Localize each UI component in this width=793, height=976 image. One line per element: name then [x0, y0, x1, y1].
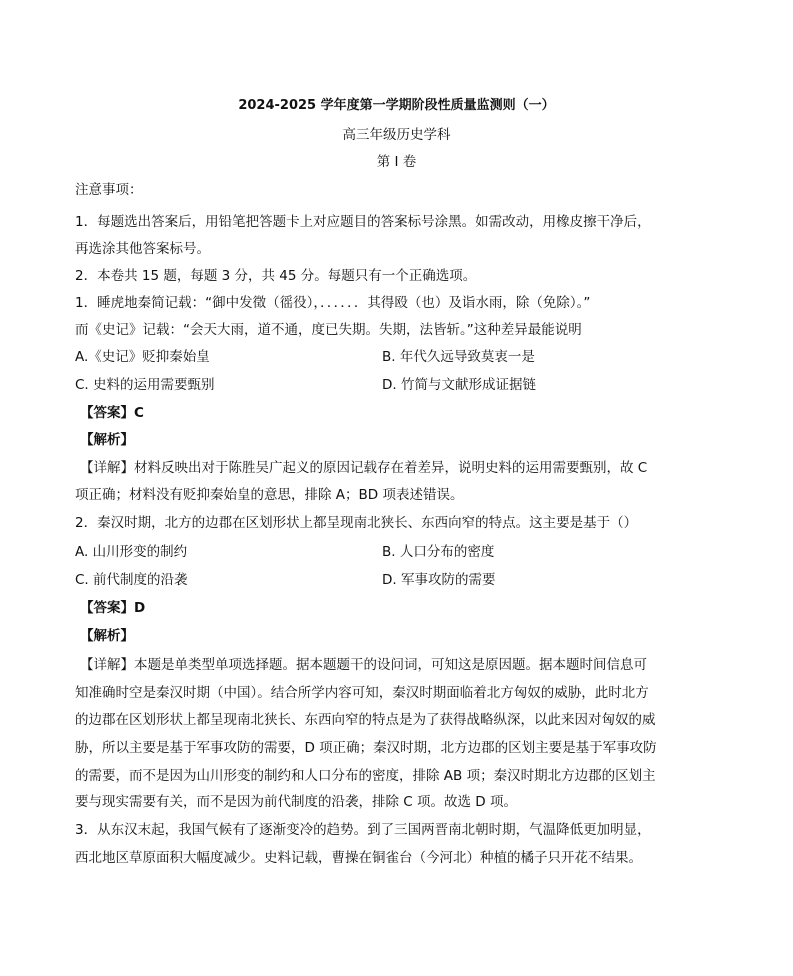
q2-detail-line: 【详解】本题是单类型单项选择题。据本题题干的设问词，可知这是原因题。据本题时间信息可	[80, 657, 647, 673]
q2-option-d: D. 军事攻防的需要	[382, 572, 496, 588]
q2-detail-line: 的边郡在区划形状上都呈现南北狭长、东西向窄的特点是为了获得战略纵深，以此来因对匈奴的威	[75, 712, 656, 728]
q2-detail-line: 胁，所以主要是基于军事攻防的需要，D 项正确；秦汉时期，北方边郡的区划主要是基于军事攻防	[75, 740, 657, 756]
q1-detail-line: 【详解】材料反映出对于陈胜吴广起义的原因记载存在着差异，说明史料的运用需要甄别，故 C	[80, 460, 648, 476]
q1-detail-line: 项正确；材料没有贬抑秦始皇的意思，排除 A；BD 项表述错误。	[75, 487, 464, 503]
q2-detail-line: 要与现实需要有关，而不是因为前代制度的沿袭，排除 C 项。故选 D 项。	[75, 794, 517, 810]
q2-detail-line: 知准确时空是秦汉时期（中国）。结合所学内容可知，秦汉时期面临着北方匈奴的威胁，此时北方	[75, 685, 649, 701]
q2-detail-line: 的需要，而不是因为山川形变的制约和人口分布的密度，排除 AB 项；秦汉时期北方边郡的区划主	[75, 768, 656, 784]
q2-stem-line: 2．秦汉时期，北方的边郡在区划形状上都呈现南北狭长、东西向窄的特点。这主要是基于（）	[75, 515, 638, 531]
doc-title: 2024-2025 学年度第一学期阶段性质量监测则（一）	[238, 98, 555, 113]
q2-analysis-label: 【解析】	[80, 628, 134, 644]
note-line: 再选涂其他答案标号。	[75, 241, 210, 257]
q1-analysis-label: 【解析】	[80, 432, 134, 448]
q1-option-a: A.《史记》贬抑秦始皇	[75, 349, 210, 365]
doc-subtitle: 高三年级历史学科	[342, 127, 451, 143]
q1-stem-line: 1．睡虎地秦简记载：“御中发徵（徭役），．．．．．．其得殴（也）及诣水雨，除（免除）。”	[75, 295, 591, 311]
q1-option-c: C. 史料的运用需要甄别	[75, 377, 215, 393]
q2-option-c: C. 前代制度的沿袭	[75, 572, 188, 588]
note-line: 1．每题选出答案后，用铅笔把答题卡上对应题目的答案标号涂黑。如需改动，用橡皮擦干净后，	[75, 214, 651, 230]
q1-answer: 【答案】C	[80, 405, 144, 421]
q2-option-a: A. 山川形变的制约	[75, 544, 188, 560]
doc-volume: 第 I 卷	[376, 154, 417, 170]
q3-stem-line: 西北地区草原面积大幅度减少。史料记载，曹操在铜雀台（今河北）种植的橘子只开花不结果。	[75, 850, 642, 866]
q1-option-b: B. 年代久远导致莫衷一是	[382, 349, 535, 365]
q2-answer: 【答案】D	[80, 600, 146, 616]
notes-heading: 注意事项：	[75, 182, 143, 198]
q3-stem-line: 3．从东汉末起，我国气候有了逐渐变冷的趋势。到了三国两晋南北朝时期，气温降低更加明显，	[75, 822, 651, 838]
note-line: 2．本卷共 15 题，每题 3 分，共 45 分。每题只有一个正确选项。	[75, 268, 477, 284]
q1-stem-line: 而《史记》记载：“会天大雨，道不通，度已失期。失期，法皆斩。”这种差异最能说明	[75, 322, 582, 338]
q2-option-b: B. 人口分布的密度	[382, 544, 495, 560]
q1-option-d: D. 竹简与文献形成证据链	[382, 377, 536, 393]
